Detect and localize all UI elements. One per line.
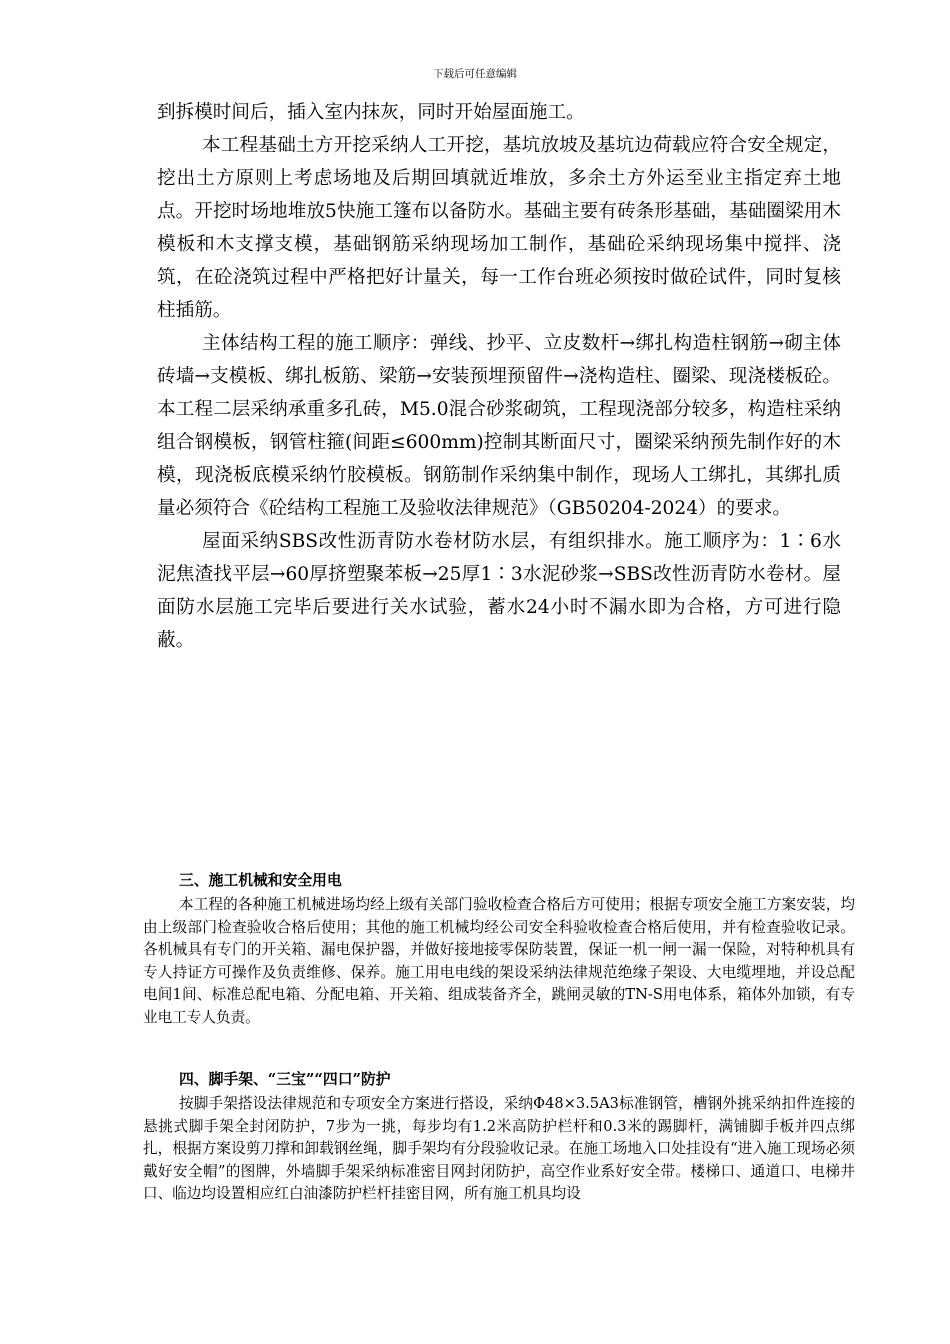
main-text-block bbox=[157, 96, 841, 657]
paragraph-roofing: 屋面采纳SBS改性沥青防水卷材防水层，有组织排水。施工顺序为：1∶6水泥焦渣找平层→60厚挤塑聚苯板→25厚1∶3水泥砂浆→SBS改性沥青防水卷材。屋面防水层施工完毕后要进行关水试验，蓄水24小时不漏水即为合格，方可进行隐蔽。 bbox=[157, 531, 841, 651]
paragraph-main-structure: 主体结构工程的施工顺序：弹线、抄平、立皮数杆→绑扎构造柱钢筋→砌主体砖墙→支模板、绑扎板筋、梁筋→安装预埋预留件→浇构造柱、圈梁、现浇楼板砼。本工程二层采纳承重多孔砖，M5.0混合砂浆砌筑，工程现浇部分较多，构造柱采纳组合钢模板，钢管柱箍(间距≤600mm)控制其断面尺寸，圈梁采纳预先制作好的木模，现浇板底模采纳竹胶模板。钢筋制作采纳集中制作，现场人工绑扎，其绑扎质量必须符合《砼结构工程施工及验收法律规范》（GB50204-2024）的要求。 bbox=[157, 333, 841, 519]
section-scaffolding bbox=[143, 1067, 855, 1206]
section-heading-machinery: 三、施工机械和安全用电 bbox=[179, 872, 342, 889]
header-note: 下载后可任意编辑 bbox=[433, 68, 517, 80]
section-heading-scaffolding: 四、脚手架、“三宝”“四口”防护 bbox=[179, 1071, 391, 1088]
paragraph-scaffolding: 按脚手架搭设法律规范和专项安全方案进行搭设，采纳Φ48×3.5A3标准钢管，槽钢外挑采纳扣件连接的悬挑式脚手架全封闭防护，7步为一挑，每步均有1.2米高防护栏杆和0.3米的踢脚杆，满铺脚手板并四点绑扎，根据方案设剪刀撑和卸载钢丝绳，脚手架均有分段验收记录。在施工场地入口处挂设有“进入施工现场必须戴好安全帽”的图牌，外墙脚手架采纳标准密目网封闭防护，高空作业系好安全带。楼梯口、通道口、电梯井口、临边均设置相应红白油漆防护栏杆挂密目网，所有施工机具均设 bbox=[143, 1095, 855, 1203]
paragraph-machinery: 本工程的各种施工机械进场均经上级有关部门验收检查合格后方可使用；根据专项安全施工方案安装，均由上级部门检查验收合格后使用；其他的施工机械均经公司安全科验收检查合格后使用，并有检查验收记录。各机械具有专门的开关箱、漏电保护器，并做好接地接零保防装置，保证一机一闸一漏一保险，对特种机具有专人持证方可操作及负责维修、保养。施工用电电线的架设采纳法律规范绝缘子架设、大电缆埋地，并设总配电间1间、标准总配电箱、分配电箱、开关箱、组成装备齐全，跳闸灵敏的TN-S用电体系，箱体外加锁，有专业电工专人负责。 bbox=[143, 896, 855, 1026]
paragraph-foundation: 本工程基础土方开挖采纳人工开挖，基坑放坡及基坑边荷载应符合安全规定，挖出土方原则上考虑场地及后期回填就近堆放，多余土方外运至业主指定弃土地点。开挖时场地堆放5快施工篷布以备防水。基础主要有砖条形基础，基础圈梁用木模板和木支撑支模，基础钢筋采纳现场加工制作，基础砼采纳现场集中搅拌、浇筑，在砼浇筑过程中严格把好计量关，每一工作台班必须按时做砼试件，同时复核柱插筋。 bbox=[157, 135, 841, 321]
paragraph-continuation: 到拆模时间后，插入室内抹灰，同时开始屋面施工。 bbox=[157, 102, 585, 123]
section-machinery bbox=[143, 868, 855, 1030]
